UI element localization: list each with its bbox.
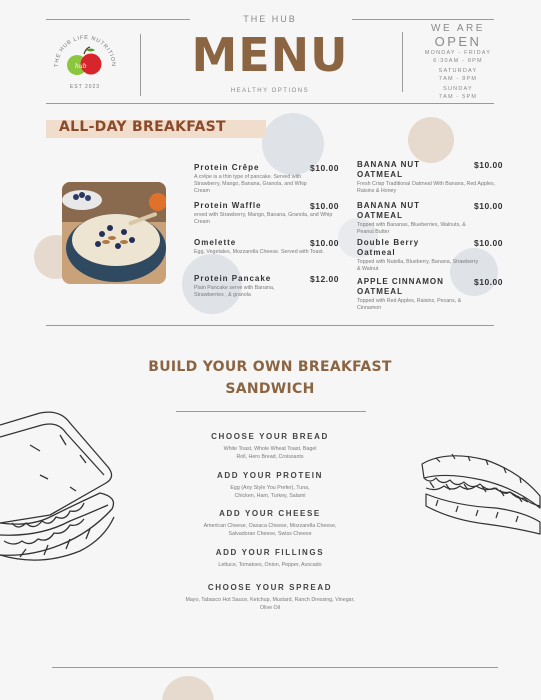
sunday-hours: 7AM - 5PM: [438, 93, 478, 100]
header-top-line-left: [46, 19, 190, 20]
menu-item-name: Omelette: [194, 238, 237, 247]
build-section-heading: CHOOSE YOUR BREAD: [211, 432, 329, 441]
build-section-text: American Cheese, Oaxaca Cheese, Mozzarella Cheese, Salvadoran Cheese, Swiss Cheese: [203, 523, 337, 537]
build-title-line2: SANDWICH: [225, 381, 315, 397]
build-section-text: White Toast, Whole Wheat Toast, Bagel Roll, Hero Bread, Croissants: [223, 446, 317, 460]
menu-item-price: $10.00: [310, 163, 339, 173]
build-section-heading: ADD YOUR PROTEIN: [217, 471, 323, 480]
build-title-line1: BUILD YOUR OWN BREAKFAST: [148, 359, 392, 375]
menu-item-desc: Topped with Red Apples, Raisins, Pecans, & Cinnamon: [357, 298, 462, 311]
menu-item-desc: erved with Strawberry, Mango, Banana, Granola, and Whip Cream: [194, 212, 333, 225]
menu-item-price: $10.00: [310, 201, 339, 211]
build-your-own-title: [120, 356, 420, 400]
decor-circle: [408, 117, 454, 163]
menu-item-name: BANANA NUT OATMEAL: [357, 160, 421, 179]
header-divider-right: [402, 32, 403, 92]
menu-item: [357, 238, 509, 273]
build-section-heading: ADD YOUR CHEESE: [219, 509, 321, 518]
oatmeal-photo: [62, 182, 166, 284]
menu-item-price: $10.00: [310, 238, 339, 248]
header-top-line-right: [352, 19, 494, 20]
menu-item: [194, 274, 346, 299]
build-section-text: Lettuce, Tomatoes, Onion, Pepper, Avocado: [218, 562, 322, 568]
decor-circle: [162, 676, 214, 700]
menu-item: [357, 201, 509, 236]
menu-item: [357, 160, 509, 195]
menu-item-desc: Plain Pancake serve with Banana, Strawberries , & granola: [194, 285, 275, 298]
build-section-text: Mayo, Tabasco Hot Sauce, Ketchup, Mustard, Ranch Dressing, Vinegar, Olive Oil: [185, 597, 355, 611]
menu-item-price: $10.00: [474, 201, 503, 211]
menu-item-desc: Topped with Nutella, Blueberry, Banana, Strawberry & Walnut: [357, 259, 479, 272]
build-title-underline: [176, 411, 366, 412]
weekday-days: MONDAY - FRIDAY: [424, 50, 492, 56]
build-section: [170, 432, 370, 461]
hub-label: THE HUB: [243, 14, 297, 24]
menu-item-price: $10.00: [474, 277, 503, 287]
menu-item-price: $10.00: [474, 238, 503, 248]
menu-title: MENU: [191, 28, 349, 82]
footer-line: [52, 667, 498, 668]
menu-item-price: $10.00: [474, 160, 503, 170]
sandwich-sketch-left: [0, 405, 125, 575]
build-section-heading: CHOOSE YOUR SPREAD: [207, 583, 333, 592]
build-section-heading: ADD YOUR FILLINGS: [215, 548, 325, 557]
menu-item-name: BANANA NUT OATMEAL: [357, 201, 421, 220]
build-section-text: Egg (Any Style You Prefer), Tuna, Chicken, Ham, Turkey, Salami: [230, 485, 310, 499]
menu-item-name: Protein Waffle: [194, 201, 262, 210]
menu-item-name: Double Berry Oatmeal: [357, 238, 420, 257]
build-section: [160, 583, 380, 612]
we-are-text: WE ARE: [431, 23, 485, 34]
menu-item-name: APPLE CINNAMON OATMEAL: [357, 277, 444, 296]
menu-item-desc: Topped with Bananas, Blueberries, Walnuts, & Peanut Butter: [357, 222, 466, 235]
svg-text:THE HUB LIFE NUTRITION: THE HUB LIFE NUTRITION: [53, 34, 117, 68]
menu-item-name: Protein Crêpe: [194, 163, 260, 172]
build-section: [170, 471, 370, 500]
header-divider-left: [140, 34, 141, 96]
menu-item: [357, 277, 509, 312]
header-bottom-line: [46, 103, 494, 104]
svg-text:hub: hub: [75, 63, 87, 70]
sunday-label: SUNDAY: [443, 86, 473, 92]
menu-item-name: Protein Pancake: [194, 274, 272, 283]
breakfast-bottom-line: [46, 325, 494, 326]
open-text: OPEN: [434, 34, 482, 49]
opening-hours: [408, 23, 508, 101]
menu-item: [194, 238, 346, 256]
breakfast-title: ALL-DAY BREAKFAST: [59, 119, 226, 135]
menu-item-desc: Egg, Vegetales, Mozzarella Cheese. Served with Toast.: [194, 249, 325, 255]
menu-item-desc: A crêpe is a thin type of pancake. Served with Strawberry, Mango, Banana, Granola, and Whip Cream: [194, 174, 307, 194]
healthy-options-label: HEALTHY OPTIONS: [230, 88, 310, 94]
saturday-hours: 7AM - 8PM: [438, 75, 478, 82]
menu-item: [194, 201, 346, 226]
menu-item: [194, 163, 346, 195]
logo-est-text: EST 2023: [69, 84, 101, 90]
menu-item-price: $12.00: [310, 274, 339, 284]
weekday-hours: 6:30AM - 8PM: [433, 57, 483, 64]
build-section: [170, 548, 370, 570]
sandwich-sketch-right: [416, 448, 541, 563]
build-section: [170, 509, 370, 538]
saturday-label: SATURDAY: [438, 68, 478, 74]
menu-item-desc: Fresh Crisp Traditional Oatmeal With Banana, Red Apples, Raisins & Honey: [357, 181, 496, 194]
